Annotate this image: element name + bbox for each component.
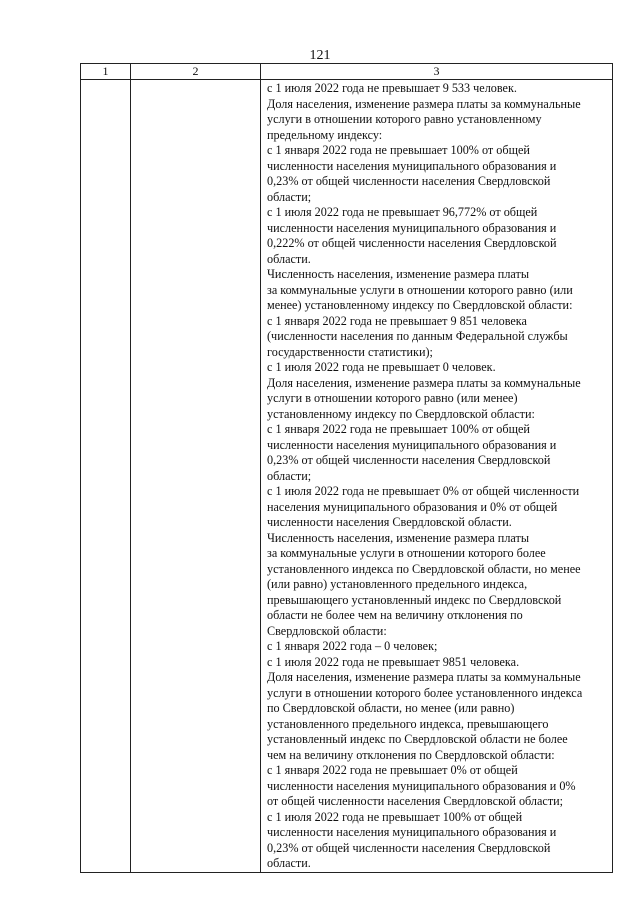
column-3-cell <box>261 80 613 873</box>
text-line: 0,23% от общей численности населения Свердловской <box>267 174 551 188</box>
text-line: с 1 июля 2022 года не превышает 100% от общей <box>267 809 523 824</box>
column-1-cell <box>81 80 131 873</box>
column-header-2: 2 <box>131 64 261 80</box>
text-line: предельному индексу: <box>267 127 383 142</box>
text-line: превышающего установленный индекс по Свердловской <box>267 592 562 607</box>
table-header-row <box>81 64 613 80</box>
text-line: области. <box>267 251 311 266</box>
text-line: области; <box>267 468 312 483</box>
text-line: установленный индекс по Свердловской области не более <box>267 732 568 746</box>
text-line: от общей численности населения Свердловской области; <box>267 794 564 808</box>
text-line: услуги в отношении которого равно установленному <box>267 112 542 126</box>
text-line: с 1 июля 2022 года не превышает 9851 человека. <box>267 654 520 669</box>
text-line: Доля населения, изменение размера платы за коммунальные <box>267 670 581 684</box>
text-line: 0,222% от общей численности населения Свердловской <box>267 236 557 250</box>
column-3-text <box>267 81 608 872</box>
text-line: (численности населения по данным Федеральной службы <box>267 329 568 343</box>
text-line: установленного предельного индекса, превышающего <box>267 716 549 731</box>
text-line: с 1 января 2022 года не превышает 9 851 человека <box>267 313 527 328</box>
page-number: 121 <box>309 48 331 63</box>
text-line: с 1 января 2022 года – 0 человек; <box>267 639 438 653</box>
text-line: численности населения муниципального образования и <box>267 825 557 839</box>
text-line: с 1 января 2022 года не превышает 100% от общей <box>267 143 530 157</box>
text-line: государственности статистики); <box>267 344 433 359</box>
text-line: Численность населения, изменение размера платы <box>267 530 530 545</box>
text-line: численности населения муниципального образования и <box>267 220 557 235</box>
text-line: населения муниципального образования и 0% от общей <box>267 499 558 514</box>
text-line: Доля населения, изменение размера платы за коммунальные <box>267 96 581 111</box>
text-line: услуги в отношении которого более установленного индекса <box>267 685 583 700</box>
text-line: численности населения муниципального образования и 0% <box>267 778 576 793</box>
text-line: Доля населения, изменение размера платы за коммунальные <box>267 375 581 390</box>
text-line: с 1 июля 2022 года не превышает 0% от общей численности <box>267 484 580 498</box>
text-line: чем на величину отклонения по Свердловской области: <box>267 747 555 762</box>
text-line: Численность населения, изменение размера платы <box>267 267 530 281</box>
text-line: с 1 июля 2022 года не превышает 0 человек. <box>267 360 496 374</box>
text-line: (или равно) установленного предельного индекса, <box>267 577 528 591</box>
column-header-1: 1 <box>81 64 131 80</box>
text-line: менее) установленному индексу по Свердловской области: <box>267 298 573 312</box>
text-line: с 1 июля 2022 года не превышает 96,772% от общей <box>267 205 538 219</box>
text-line: с 1 января 2022 года не превышает 0% от общей <box>267 763 518 777</box>
text-line: за коммунальные услуги в отношении которого равно (или <box>267 282 573 297</box>
text-line: области. <box>267 856 311 870</box>
table-row <box>81 80 613 873</box>
text-line: численности населения муниципального образования и <box>267 437 557 452</box>
text-line: за коммунальные услуги в отношении которого более <box>267 546 546 560</box>
text-line: Свердловской области: <box>267 623 387 638</box>
text-line: по Свердловской области, но менее (или равно) <box>267 701 515 715</box>
text-line: установленному индексу по Свердловской области: <box>267 406 535 421</box>
text-line: с 1 января 2022 года не превышает 100% от общей <box>267 422 530 436</box>
text-line: установленного индекса по Свердловской области, но менее <box>267 561 581 576</box>
text-line: услуги в отношении которого равно (или менее) <box>267 391 518 405</box>
column-header-3: 3 <box>261 64 613 80</box>
text-line: 0,23% от общей численности населения Свердловской <box>267 453 551 467</box>
document-table <box>80 63 613 873</box>
text-line: численности населения Свердловской области. <box>267 515 512 529</box>
text-line: 0,23% от общей численности населения Свердловской <box>267 840 551 855</box>
text-line: области; <box>267 189 312 204</box>
text-line: численности населения муниципального образования и <box>267 158 557 173</box>
column-2-cell <box>131 80 261 873</box>
text-line: области не более чем на величину отклонения по <box>267 608 523 622</box>
text-line: с 1 июля 2022 года не превышает 9 533 человек. <box>267 81 517 95</box>
